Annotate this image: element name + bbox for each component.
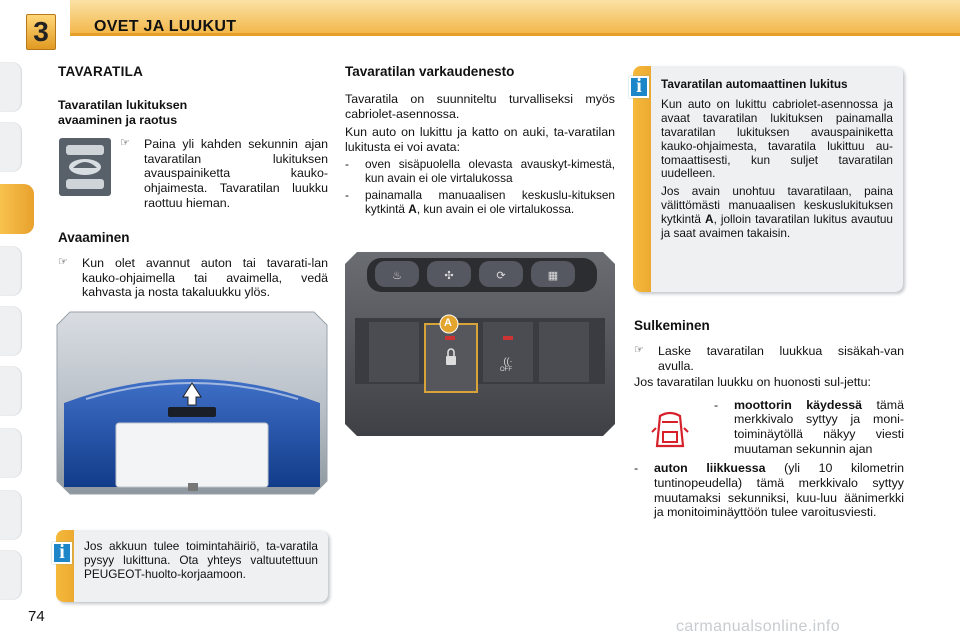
battery-info-text: Jos akkuun tulee toimintahäiriö, ta-varatila pysyy lukittuna. Ota yhteys valtuutettuun PEUGEOT-huolto-korjaamoon. — [84, 539, 318, 581]
pointing-hand-icon: ☞ — [120, 137, 130, 150]
auto-lock-p2: Jos avain unohtuu tavaratilaan, paina välittömästi manuaalisen keskuslukituksen kytkintä A, jolloin tavaratilan lukitus avautuu ja saat avaimen takaisin. — [661, 184, 893, 241]
callout-a-label: A — [444, 317, 452, 329]
info-icon: i — [52, 542, 72, 564]
auto-lock-info-box — [633, 66, 903, 292]
chapter-tab-5[interactable] — [0, 306, 22, 356]
section-title: TAVARATILA — [58, 64, 144, 79]
closing-heading: Sulkeminen — [634, 318, 710, 333]
trunk-illustration — [56, 311, 328, 495]
chapter-badge: 3 — [26, 14, 56, 50]
unlock-instruction: ☞ Paina yli kahden sekunnin ajan tavaratilan lukituksen avauspainiketta kauko-ohjaimesta. Tavaratilan luukku raottuu hieman. — [120, 137, 328, 210]
closing-instruction: ☞ Laske tavaratilan luukkua sisäkah-van avulla. — [634, 343, 904, 373]
watermark: carmanualsonline.info — [676, 618, 841, 635]
closing-p2: Jos tavaratilan luukku on huonosti sul-jettu: — [634, 375, 871, 390]
anti-theft-heading: Tavaratilan varkaudenesto — [345, 64, 515, 79]
chapter-tab-4[interactable] — [0, 246, 22, 296]
pointing-hand-icon: ☞ — [634, 343, 644, 356]
anti-theft-item-1: - oven sisäpuolella olevasta avauskyt-kimestä, kun avain ei ole virtalukossa — [345, 157, 615, 186]
chapter-tab-8[interactable] — [0, 490, 22, 540]
svg-text:✣: ✣ — [444, 270, 454, 282]
svg-text:⟳: ⟳ — [496, 270, 506, 282]
chapter-tab-7[interactable] — [0, 428, 22, 478]
open-instruction: ☞ Kun olet avannut auton tai tavarati-lan kauko-ohjaimella tai avaimella, vedä kahvasta ja nosta takaluukku ylös. — [58, 256, 328, 300]
middle-column — [345, 64, 615, 220]
open-heading: Avaaminen — [58, 230, 130, 246]
remote-key-illustration — [58, 137, 112, 197]
chapter-tab-2[interactable] — [0, 122, 22, 172]
auto-lock-p1: Kun auto on lukittu cabriolet-asennossa ja avaat tavaratilan lukituksen painamalla tavaratilan lukituksen avauspainiketta kauko-ohjaimesta, tavaratila lukittuu au-tomaattisesti, kun suljet tavaratilan uudelleen. — [661, 96, 893, 181]
battery-info-box — [56, 530, 328, 602]
svg-text:♨: ♨ — [392, 270, 402, 282]
unlock-heading: Tavaratilan lukituksen avaaminen ja raotus — [58, 97, 188, 127]
warning-engine-running: - moottorin käydessä tämä merkkivalo syttyy ja moni-toiminäytöllä näkyy viesti muutaman sekunnin ajan — [714, 397, 904, 456]
info-icon: i — [629, 76, 649, 98]
warning-vehicle-moving: - auton liikkuessa (yli 10 kilometrin tuntinopeudella) tämä merkkivalo syttyy muutamaksi sekunniksi, kuu-luu äänimerkki ja monitoiminäyttöön tulee varoitusviesti. — [634, 461, 904, 520]
off-label: OFF — [500, 367, 512, 373]
svg-text:▦: ▦ — [547, 270, 559, 282]
anti-theft-p2: Kun auto on lukittu ja katto on auki, ta-varatilan lukitusta ei voi avata: — [345, 125, 615, 154]
left-column — [58, 64, 328, 300]
anti-theft-p1: Tavaratila on suunniteltu turvalliseksi myös cabriolet-asennossa. — [345, 91, 615, 121]
chapter-tab-3-active[interactable] — [0, 184, 34, 234]
chapter-tab-6[interactable] — [0, 366, 22, 416]
chapter-tab-9[interactable] — [0, 550, 22, 600]
pointing-hand-icon: ☞ — [58, 256, 68, 269]
svg-text:((·: ((· — [503, 356, 513, 366]
central-locking-switch-illustration — [345, 252, 615, 436]
trunk-open-warning-icon — [650, 408, 690, 450]
closing-section — [634, 318, 904, 523]
page-number: 74 — [28, 608, 45, 625]
auto-lock-title: Tavaratilan automaattinen lukitus — [661, 77, 848, 91]
chapter-title: OVET JA LUUKUT — [94, 18, 237, 35]
page-header — [0, 0, 960, 48]
chapter-tab-1[interactable] — [0, 62, 22, 112]
anti-theft-item-2: - painamalla manuaalisen keskuslu-kituksen kytkintä A, kun avain ei ole virtalukossa. — [345, 188, 615, 217]
